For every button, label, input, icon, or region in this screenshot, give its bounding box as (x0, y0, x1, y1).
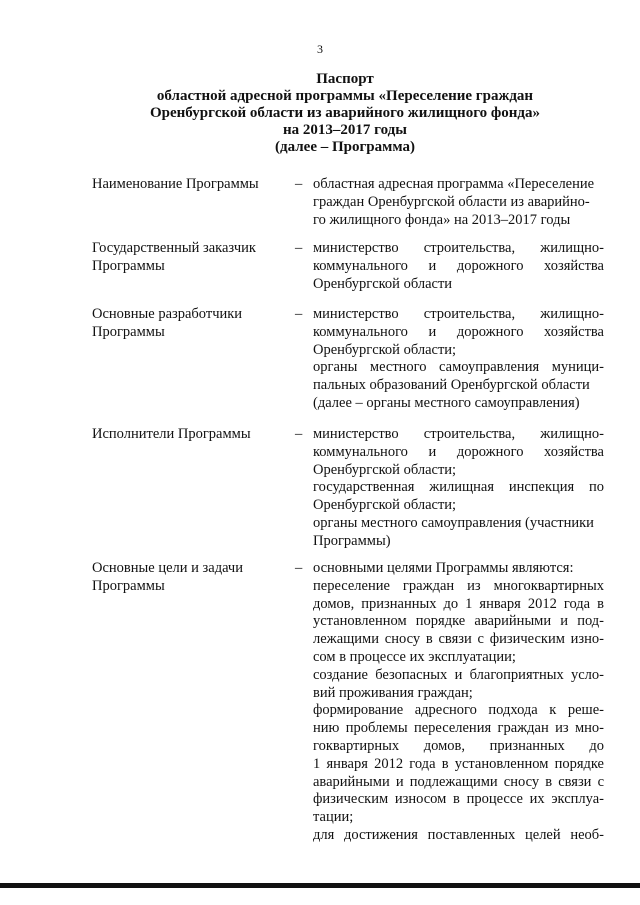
value-line: сом в процессе их эксплуатации; (313, 648, 516, 665)
title-line: Оренбургской области из аварийного жилищного фонда» (149, 105, 540, 121)
value-line: домов, признанных до 1 января 2012 года в (313, 595, 604, 612)
title-line: (далее – Программа) (275, 139, 415, 155)
row-dash: – (295, 560, 303, 576)
value-line: коммунального и дорожного хозяйства (313, 323, 604, 340)
row-value (313, 426, 604, 551)
row-dash: – (295, 306, 303, 322)
value-line: лежащими сносу в связи с физическим изно- (313, 631, 604, 648)
value-line: го жилищного фонда» на 2013–2017 годы (313, 211, 571, 228)
value-line: создание безопасных и благоприятных усло- (313, 666, 604, 683)
row-label: Основные цели и задачи Программы (92, 560, 243, 594)
row-value (313, 560, 604, 845)
value-line: Программы) (313, 532, 391, 549)
passport-title (100, 71, 590, 156)
value-line: формирование адресного подхода к реше- (313, 702, 604, 719)
value-line: физическим износом в процессе их эксплуа- (313, 791, 604, 808)
value-line: (далее – органы местного самоуправления) (313, 394, 580, 411)
value-line: аварийными и подлежащими сносу в связи с (313, 773, 604, 790)
value-line: министерство строительства, жилищно- (313, 240, 604, 256)
row-label: Основные разработчики Программы (92, 306, 243, 340)
value-line: основными целями Программы являются: (313, 560, 574, 576)
value-line: коммунального и дорожного хозяйства (313, 443, 604, 460)
value-line: гоквартирных домов, признанных до (313, 737, 604, 754)
row-value (313, 306, 604, 413)
value-line: вий проживания граждан; (313, 684, 473, 701)
value-line: органы местного самоуправления (участники (313, 514, 594, 531)
value-line: граждан Оренбургской области из аварийно- (313, 193, 590, 210)
value-line: переселение граждан из многоквартирных (313, 577, 604, 594)
value-line: тации; (313, 809, 354, 826)
row-value (313, 176, 604, 229)
bottom-rule (0, 883, 640, 888)
value-line: пальных образований Оренбургской области (313, 377, 590, 394)
title-line: областной адресной программы «Переселение граждан (156, 88, 534, 104)
value-line: Оренбургской области; (313, 461, 457, 478)
value-line: коммунального и дорожного хозяйства (313, 257, 604, 274)
value-line: государственная жилищная инспекция по (313, 479, 604, 496)
value-line: министерство строительства, жилищно- (313, 306, 604, 322)
row-label: Государственный заказчик Программы (92, 240, 256, 274)
title-line: Паспорт (316, 71, 374, 87)
value-line: Оренбургской области; (313, 497, 457, 514)
value-line: нию проблемы переселения граждан из мно- (313, 720, 604, 737)
row-label: Наименование Программы (92, 176, 259, 192)
row-value (313, 240, 604, 293)
row-dash: – (295, 176, 303, 192)
value-line: Оренбургской области (313, 275, 453, 292)
value-line: установленном порядке аварийными и под- (313, 613, 604, 630)
row-dash: – (295, 240, 303, 256)
value-line: 1 января 2012 года в установленном порядке (313, 755, 604, 772)
value-line: Оренбургской области; (313, 341, 457, 358)
row-dash: – (295, 426, 303, 442)
value-line: министерство строительства, жилищно- (313, 426, 604, 442)
row-label: Исполнители Программы (92, 426, 251, 442)
value-line: для достижения поставленных целей необ- (313, 826, 604, 843)
value-line: органы местного самоуправления муници- (313, 359, 604, 376)
page-number: 3 (317, 42, 323, 56)
value-line: областная адресная программа «Переселение (313, 176, 595, 192)
title-line: на 2013–2017 годы (283, 122, 407, 138)
